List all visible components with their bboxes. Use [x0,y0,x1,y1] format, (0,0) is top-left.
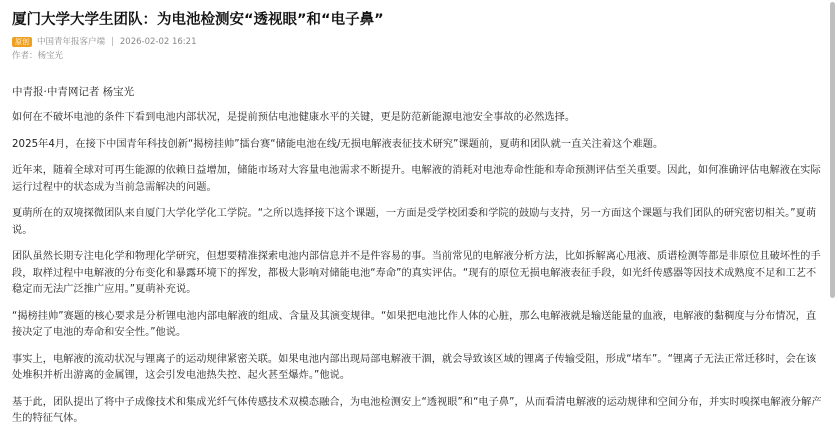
article-paragraph-1: 如何在不破坏电池的条件下看到电池内部状况，是提前预估电池健康水平的关键，更是防范新能源电池安全事故的必然选择。 [12,112,576,123]
article-paragraph-4: 夏萌所在的双境探微团队来自厦门大学化学化工学院。“之所以选择接下这个课题，一方面是受学校团委和学院的鼓励与支持，另一方面这个课题与我们团队的研究密切相关。”夏萌说。 [12,208,817,236]
article-paragraph-3: 近年来，随着全球对可再生能源的依赖日益增加，储能市场对大容量电池需求不断提升。电解液的消耗对电池寿命性能和寿命预测评估至关重要。因此，如何准确评估电解液在实际运行过程中的状态成为当前急需解决的问题。 [12,165,821,193]
article-title: 厦门大学大学生团队：为电池检测安“透视眼”和“电子鼻” [12,12,384,28]
source-name[interactable]: 中国青年报客户端 [37,37,106,47]
author-line: 作者：杨宝光 [12,51,64,61]
article-meta [12,36,824,48]
article-paragraph-2: 2025年4月，在接下中国青年科技创新“揭榜挂帅”擂台赛“储能电池在线/无损电解液表征技术研究”课题前，夏萌和团队就一直关注着这个难题。 [12,138,664,150]
original-badge: 原创 [12,37,32,47]
article-paragraph-8: 基于此，团队提出了将中子成像技术和集成光纤气体传感技术双模态融合，为电池检测安上“透视眼”和“电子鼻”，从而看清电解液的运动规律和空间分布，并实时嗅探电解液分解产生的特征气体。 [12,396,822,424]
article-content [12,10,824,428]
publish-datetime: 2026-02-02 16:21 [119,37,197,47]
reporter-byline: 中青报·中青网记者 杨宝光 [12,86,135,98]
article-paragraph-7: 事实上，电解液的流动状况与锂离子的运动规律紧密关联。如果电池内部出现局部电解液干涸，就会导致该区域的锂离子传输受阻，形成“堵车”。“锂离子无法正常迁移时，会在该处堆积并析出游离的金属锂，这会引发电池热失控、起火甚至爆炸。”他说。 [12,353,817,381]
vertical-scrollbar[interactable] [828,0,836,437]
scrollbar-thumb[interactable] [830,2,835,298]
article-paragraph-5: 团队虽然长期专注电化学和物理化学研究，但想要精准探索电池内部信息并不是件容易的事。当前常见的电解液分析方法，比如拆解离心甩液、质谱检测等都是非原位且破坏性的手段，取样过程中电解液的分布变化和暴露环境下的挥发，都极大影响对储能电池“寿命”的真实评估。“现有的原位无损电解液表征手段，如光纤传感器等因技术成熟度不足和工艺不稳定而无法广泛推广应用。”夏萌补充说。 [12,251,821,295]
article-paragraph-6: “揭榜挂帅”赛题的核心要求是分析锂电池内部电解液的组成、含量及其演变规律。“如果把电池比作人体的心脏，那么电解液就是输送能量的血液，电解液的黏稠度与分布情况，直接决定了电池的寿命和安全性。”他说。 [12,310,817,338]
meta-separator: | [111,37,114,47]
